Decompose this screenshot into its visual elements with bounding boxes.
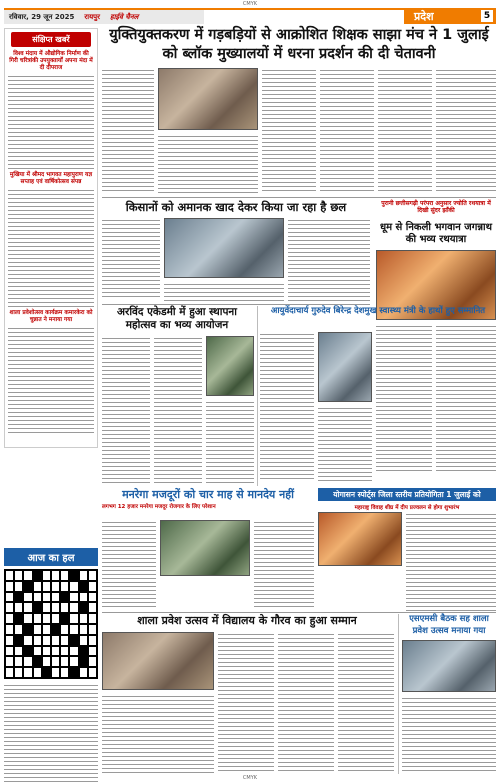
print-mark: CMYK	[242, 1, 258, 7]
brief-body-3	[8, 326, 94, 434]
crossword-cell	[23, 667, 32, 678]
crossword-cell	[5, 581, 14, 592]
crossword-cell	[5, 613, 14, 624]
brief-item-2: मुखिया में श्रीमद भागवत महापुराण यज्ञ सप्ताह एवं वार्षिकोत्सव संपन्न	[9, 172, 93, 185]
crossword-cell	[51, 581, 60, 592]
crossword-cell	[5, 624, 14, 635]
mgnrega-body-2	[254, 520, 314, 608]
school-body-4	[338, 632, 394, 774]
crossword-cell	[69, 602, 78, 613]
crossword-cell	[88, 646, 97, 657]
crossword-cell	[42, 656, 51, 667]
crossword-cell	[60, 592, 69, 603]
crossword-cell	[88, 602, 97, 613]
smc-body	[402, 696, 496, 774]
crossword-cell	[33, 592, 42, 603]
crossword-cell	[79, 581, 88, 592]
mgnrega-headline: मनरेगा मजदूरों को चार माह से मानदेय नहीं	[122, 488, 294, 501]
main-body-col-2	[158, 134, 258, 194]
crossword-cell	[51, 667, 60, 678]
puzzle-title: आज का हल	[4, 548, 98, 566]
farmers-photo	[164, 218, 284, 278]
city-name: रायपुर	[84, 12, 100, 21]
crossword-cell	[14, 592, 23, 603]
crossword-cell	[14, 613, 23, 624]
ayurveda-photo	[318, 332, 372, 402]
crossword-cell	[14, 581, 23, 592]
crossword-cell	[23, 656, 32, 667]
crossword-cell	[5, 656, 14, 667]
brand-logo: हाईवे चैनल	[110, 12, 139, 21]
crossword-cell	[51, 624, 60, 635]
mgnrega-photo	[160, 520, 250, 576]
crossword-cell	[60, 635, 69, 646]
crossword-cell	[33, 613, 42, 624]
column-rule	[257, 306, 258, 486]
crossword-cell	[79, 570, 88, 581]
crossword-grid	[4, 569, 98, 679]
mgnrega-kicker: लगभग 12 हजार मनरेगा मजदूर रोजगार के लिए परेशान	[102, 504, 216, 510]
crossword-cell	[33, 646, 42, 657]
crossword-cell	[79, 646, 88, 657]
brief-title: संक्षिप्त खबरें	[11, 32, 91, 47]
jagannath-kicker: पुरानी छत्तीसगढ़ी परंपरा अनुसार ज्योति रथयात्रा में दिखी सुंदर झाँकी	[381, 200, 491, 214]
crossword-cell	[42, 646, 51, 657]
crossword-cell	[79, 592, 88, 603]
smc-photo	[402, 640, 496, 692]
crossword-cell	[88, 613, 97, 624]
crossword-cell	[88, 581, 97, 592]
crossword-cell	[14, 602, 23, 613]
mgnrega-body-1	[102, 520, 156, 608]
crossword-cell	[60, 570, 69, 581]
divider	[102, 612, 496, 613]
ayurveda-headline: आयुर्वेदाचार्य गुरुदेव बिरेन्द्र देशमुख स्वास्थ्य मंत्री के हाथों हुए सम्मानित	[270, 306, 486, 316]
crossword-cell	[79, 613, 88, 624]
yoga-photo	[318, 512, 402, 566]
crossword-cell	[51, 592, 60, 603]
academy-body-1	[102, 336, 150, 484]
crossword-cell	[60, 646, 69, 657]
smc-headline-line-2: प्रवेश उत्सव मनाया गया	[412, 626, 486, 636]
crossword-cell	[69, 613, 78, 624]
crossword-cell	[33, 570, 42, 581]
crossword-cell	[88, 570, 97, 581]
crossword-cell	[42, 667, 51, 678]
crossword-cell	[88, 667, 97, 678]
crossword-cell	[51, 570, 60, 581]
school-body-3	[278, 632, 334, 774]
crossword-cell	[60, 613, 69, 624]
crossword-cell	[69, 570, 78, 581]
jagannath-body-2	[436, 324, 496, 474]
crossword-cell	[88, 624, 97, 635]
brief-column	[4, 28, 98, 448]
crossword-cell	[5, 570, 14, 581]
crossword-cell	[23, 613, 32, 624]
crossword-cell	[79, 656, 88, 667]
masthead-rule	[204, 8, 404, 24]
crossword-cell	[79, 635, 88, 646]
ayurveda-body-1	[260, 332, 314, 482]
crossword-cell	[51, 635, 60, 646]
yoga-banner: योगासन स्पोर्ट्स जिला स्तरीय प्रतियोगिता 1 जुलाई को	[318, 488, 496, 501]
academy-photo	[206, 336, 254, 396]
crossword-cell	[23, 646, 32, 657]
crossword-cell	[42, 570, 51, 581]
crossword-cell	[23, 570, 32, 581]
crossword-cell	[5, 592, 14, 603]
ayurveda-body-2	[318, 406, 372, 482]
crossword-cell	[79, 602, 88, 613]
jagannath-headline: धूम से निकली भगवान जगन्नाथ की भव्य रथयात्रा	[379, 222, 493, 245]
main-body-col-4	[320, 68, 374, 194]
crossword-cell	[88, 592, 97, 603]
crossword-cell	[42, 602, 51, 613]
crossword-cell	[60, 581, 69, 592]
crossword-cell	[23, 635, 32, 646]
main-headline: युक्तियुक्तकरण में गड़बड़ियों से आक्रोशित शिक्षक साझा मंच ने 1 जुलाई को ब्लॉक मुख्यालयों में धरना प्रदर्शन की दी चेतावनी	[109, 27, 489, 62]
puzzle-clues	[4, 683, 98, 782]
page-number: 5	[481, 10, 493, 22]
crossword-cell	[5, 635, 14, 646]
brief-body-2	[8, 188, 94, 308]
crossword-cell	[33, 656, 42, 667]
crossword-cell	[14, 570, 23, 581]
brief-headline: विश्व मंदाय में औद्योगिक निर्माण की गिरी चरित्रांकी उपयुक्तार्यों अपना मंदा में दी दीपराज	[9, 51, 93, 71]
crossword-cell	[60, 602, 69, 613]
school-body-1	[102, 694, 214, 774]
crossword-cell	[5, 667, 14, 678]
academy-headline: अरविंद एकेडमी में हुआ स्थापना महोत्सव का भव्य आयोजन	[117, 306, 237, 331]
crossword-cell	[69, 635, 78, 646]
crossword-cell	[42, 581, 51, 592]
crossword-cell	[14, 646, 23, 657]
crossword-cell	[14, 624, 23, 635]
crossword-cell	[42, 613, 51, 624]
jagannath-body-1	[376, 324, 432, 474]
crossword-cell	[69, 646, 78, 657]
school-photo	[102, 632, 214, 690]
farmers-body-2	[164, 282, 284, 302]
crossword-cell	[23, 581, 32, 592]
print-mark: CMYK	[242, 775, 258, 781]
main-body-col-3	[262, 68, 316, 194]
crossword-cell	[33, 667, 42, 678]
school-body-2	[218, 632, 274, 774]
crossword-cell	[33, 602, 42, 613]
crossword-cell	[33, 581, 42, 592]
crossword-cell	[5, 646, 14, 657]
masthead	[4, 8, 496, 24]
crossword-cell	[69, 656, 78, 667]
section-tab	[404, 8, 496, 24]
crossword-cell	[60, 656, 69, 667]
academy-body-2	[154, 336, 202, 484]
crossword-cell	[14, 656, 23, 667]
crossword-cell	[33, 635, 42, 646]
issue-date: रविवार, 29 जून 2025	[9, 12, 75, 21]
crossword-cell	[88, 656, 97, 667]
section-title: प्रदेश	[414, 9, 434, 23]
crossword-cell	[79, 624, 88, 635]
divider	[102, 197, 496, 198]
farmers-body-1	[102, 218, 160, 300]
crossword-cell	[14, 635, 23, 646]
main-body-col-6	[436, 68, 496, 194]
crossword-cell	[79, 667, 88, 678]
crossword-cell	[42, 592, 51, 603]
crossword-cell	[42, 635, 51, 646]
brief-body	[8, 74, 94, 170]
crossword-cell	[51, 646, 60, 657]
main-photo	[158, 68, 258, 130]
crossword-cell	[88, 635, 97, 646]
crossword-cell	[23, 602, 32, 613]
farmers-body-3	[288, 218, 370, 302]
brief-item-3: शाला प्रवेशोत्सव कार्यक्रम कमारकेरा को चुन्नात ने मनाया गया	[9, 310, 93, 323]
crossword-cell	[69, 667, 78, 678]
crossword-cell	[51, 656, 60, 667]
crossword-cell	[60, 667, 69, 678]
farmers-headline: किसानों को अमानक खाद देकर किया जा रहा है छल	[125, 200, 347, 214]
divider	[102, 304, 370, 305]
main-body-col-5	[378, 68, 432, 194]
crossword-cell	[42, 624, 51, 635]
crossword-cell	[14, 667, 23, 678]
yoga-body	[406, 512, 496, 612]
crossword-cell	[33, 624, 42, 635]
masthead-left	[4, 8, 204, 24]
crossword-cell	[69, 581, 78, 592]
crossword-cell	[69, 624, 78, 635]
column-rule	[398, 614, 399, 774]
academy-body-3	[206, 400, 254, 484]
crossword-cell	[23, 624, 32, 635]
yoga-subheadline: महाराष्ट्र विवाह शीघ्र में दीप प्रज्वलन से होगा शुभारंभ	[354, 505, 460, 511]
crossword-cell	[69, 592, 78, 603]
puzzle-box	[4, 548, 98, 774]
main-body-col-1	[102, 68, 154, 194]
crossword-cell	[51, 602, 60, 613]
smc-headline-line-1: एसएमसी बैठक सह शाला	[409, 614, 489, 624]
crossword-cell	[60, 624, 69, 635]
crossword-cell	[5, 602, 14, 613]
crossword-cell	[23, 592, 32, 603]
crossword-cell	[51, 613, 60, 624]
school-headline: शाला प्रवेश उत्सव में विद्यालय के गौरव का हुआ सम्मान	[137, 614, 357, 627]
